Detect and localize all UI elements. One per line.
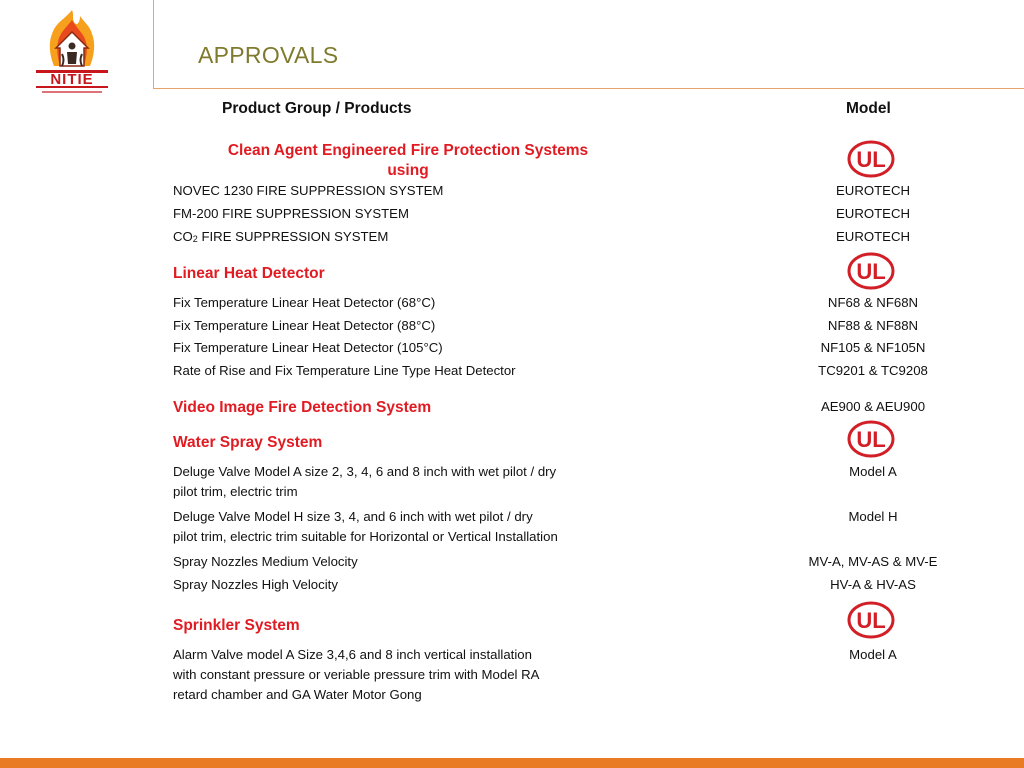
product-row: Spray Nozzles Medium Velocity — [173, 554, 358, 569]
product-row: Fix Temperature Linear Heat Detector (105°C) — [173, 340, 443, 355]
model-cell: EUROTECH — [836, 206, 910, 221]
group-title — [173, 141, 643, 181]
group-title-line1: Clean Agent Engineered Fire Protection Systems — [227, 142, 589, 159]
ul-certification-icon — [847, 420, 895, 458]
ul-mark-text: UL — [856, 427, 886, 452]
header-divider-horizontal — [153, 88, 1024, 89]
product-suffix: FIRE SUPPRESSION SYSTEM — [197, 229, 389, 244]
model-cell: EUROTECH — [836, 183, 910, 198]
product-row: NOVEC 1230 FIRE SUPPRESSION SYSTEM — [173, 183, 444, 198]
product-row: Fix Temperature Linear Heat Detector (88°C) — [173, 318, 436, 333]
model-cell: NF105 & NF105N — [820, 340, 926, 355]
ul-mark-text: UL — [856, 147, 886, 172]
logo-text: NITIE — [50, 71, 94, 88]
product-line: Alarm Valve model A Size 3,4,6 and 8 inch vertical installation — [173, 647, 532, 662]
ul-certification-icon — [847, 252, 895, 290]
product-row — [173, 507, 558, 547]
ul-mark-text: UL — [856, 259, 886, 284]
product-line: Deluge Valve Model H size 3, 4, and 6 inch with wet pilot / dry — [173, 509, 533, 524]
model-cell: Model H — [848, 509, 898, 524]
product-line: retard chamber and GA Water Motor Gong — [173, 687, 422, 702]
ul-certification-icon — [847, 140, 895, 178]
group-title: Linear Heat Detector — [173, 265, 325, 282]
model-cell: AE900 & AEU900 — [820, 399, 926, 414]
product-row: FM-200 FIRE SUPPRESSION SYSTEM — [173, 206, 409, 221]
model-cell: TC9201 & TC9208 — [818, 363, 928, 378]
product-line: Deluge Valve Model A size 2, 3, 4, 6 and 8 inch with wet pilot / dry — [173, 464, 557, 479]
product-line: pilot trim, electric trim suitable for Horizontal or Vertical Installation — [173, 529, 558, 544]
product-subscript: 2 — [192, 234, 198, 244]
model-cell: EUROTECH — [836, 229, 910, 244]
footer-bar — [0, 758, 1024, 768]
model-cell: HV-A & HV-AS — [830, 577, 916, 592]
product-row: Fix Temperature Linear Heat Detector (68°C) — [173, 295, 436, 310]
product-line: pilot trim, electric trim — [173, 484, 298, 499]
model-cell: Model A — [849, 647, 897, 662]
model-cell: Model A — [849, 464, 897, 479]
product-prefix: CO — [173, 229, 193, 244]
column-header-products: Product Group / Products — [222, 100, 412, 117]
page-title: APPROVALS — [198, 42, 339, 68]
group-title-line2: using — [387, 162, 429, 179]
product-row — [173, 462, 556, 502]
group-title: Water Spray System — [173, 434, 323, 451]
model-cell: NF88 & NF88N — [827, 318, 919, 333]
product-row — [173, 227, 388, 249]
column-header-model: Model — [846, 100, 891, 117]
ul-mark-text: UL — [856, 608, 886, 633]
model-cell: MV-A, MV-AS & MV-E — [808, 554, 938, 569]
company-logo — [34, 8, 110, 96]
group-title: Video Image Fire Detection System — [173, 399, 432, 416]
model-cell: NF68 & NF68N — [827, 295, 919, 310]
product-row — [173, 645, 539, 705]
product-row: Spray Nozzles High Velocity — [173, 577, 338, 592]
product-line: with constant pressure or veriable pressure trim with Model RA — [173, 667, 540, 682]
group-title: Sprinkler System — [173, 617, 300, 634]
header-divider-vertical — [153, 0, 154, 88]
ul-certification-icon — [847, 601, 895, 639]
product-row: Rate of Rise and Fix Temperature Line Type Heat Detector — [173, 363, 516, 378]
